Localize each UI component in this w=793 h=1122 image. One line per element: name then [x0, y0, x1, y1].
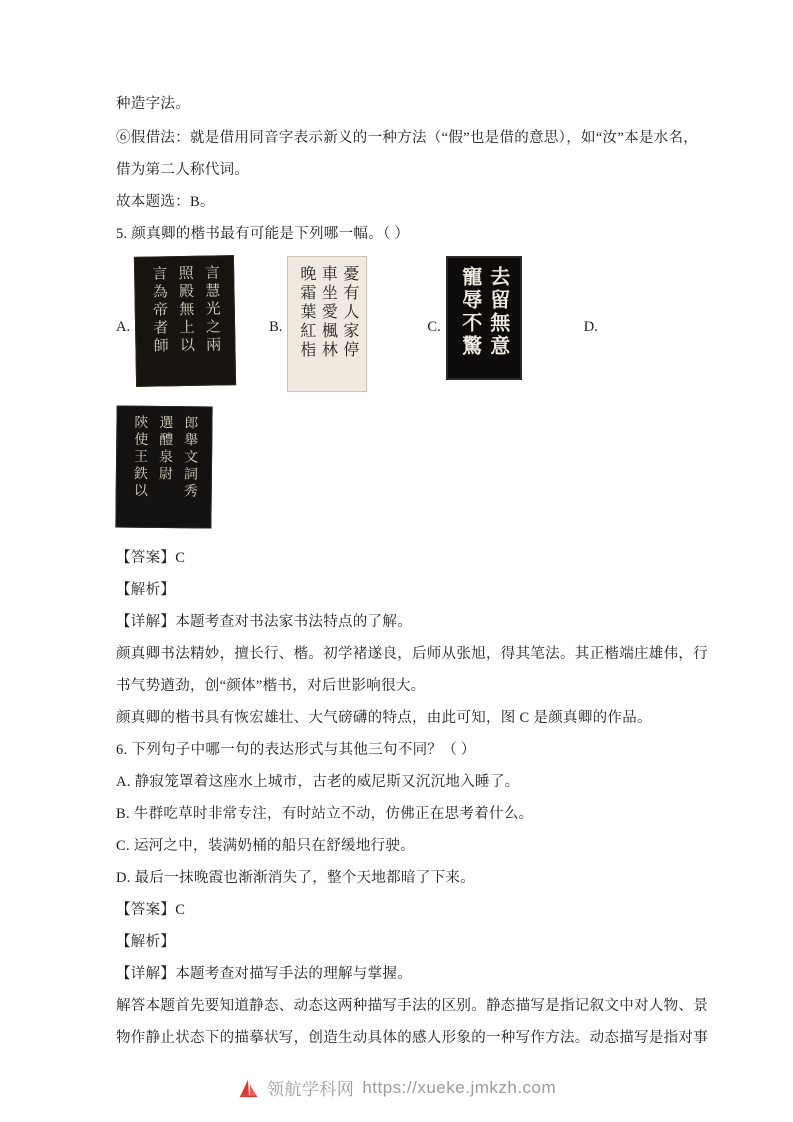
document-content: [116, 88, 708, 1054]
calligraphy-column: 陝使王鉄以: [131, 414, 148, 500]
option-a-label: A.: [116, 318, 131, 335]
question-6-detail-line: 物作静止状态下的描摹状写，创造生动具体的感人形象的一种写作方法。动态描写是指对事: [116, 1030, 708, 1046]
calligraphy-column: 郎舉文詞秀: [181, 415, 198, 501]
question-6-detail-line: 【详解】本题考查对描写手法的理解与掌握。: [116, 966, 412, 982]
question-5-answer: 【答案】C: [116, 550, 186, 566]
calligraphy-image-c: [446, 256, 522, 380]
calligraphy-column: 晚霜葉紅栺: [297, 265, 315, 360]
calligraphy-column: 車坐愛楓林: [319, 265, 337, 360]
watermark-footer: [0, 1075, 793, 1100]
watermark-url: https://xueke.jmkzh.com: [362, 1077, 557, 1097]
option-d-label: D.: [583, 318, 598, 335]
question-6-stem: 6. 下列句子中哪一句的表达形式与其他三句不同？（ ）: [116, 742, 476, 758]
question-5-stem: 5. 颜真卿的楷书最有可能是下列哪一幅。（ ）: [116, 226, 410, 242]
calligraphy-column: 照殿無上以: [176, 264, 195, 356]
calligraphy-column: 言慧光之兩: [202, 264, 221, 355]
paragraph-line: 种造字法。: [116, 96, 190, 112]
paragraph-line: 故本题选：B。: [116, 194, 215, 210]
question-6-option-a: A. 静寂笼罩着这座水上城市，古老的威尼斯又沉沉地入睡了。: [116, 774, 520, 790]
option-b-label: B.: [269, 318, 283, 335]
question-5-detail-line: 颜真卿书法精妙，擅长行、楷。初学褚遂良，后师从张旭，得其笔法。其正楷端庄雄伟，行: [116, 646, 708, 662]
paragraph-line: 借为第二人称代词。: [116, 162, 250, 178]
question-6-option-b: B. 牛群吃草时非常专注，有时站立不动，仿佛正在思考着什么。: [116, 806, 534, 822]
question-6-option-d: D. 最后一抹晚霞也渐渐消失了，整个天地都暗了下来。: [116, 870, 476, 886]
question-6-analysis-header: 【解析】: [116, 934, 176, 950]
question-5-detail-line: 书气势遒劲，创“颜体”楷书，对后世影响很大。: [116, 678, 426, 694]
option-c-label: C.: [427, 318, 441, 335]
calligraphy-image-d: [115, 406, 212, 529]
calligraphy-column: 去留無意: [486, 266, 509, 358]
question-5-analysis-header: 【解析】: [116, 582, 176, 598]
calligraphy-image-a: [134, 255, 236, 387]
calligraphy-image-b: [287, 256, 367, 392]
question-6-answer: 【答案】C: [116, 902, 186, 918]
question-5-option-row: [116, 256, 682, 398]
calligraphy-column: 寵辱不驚: [458, 266, 481, 358]
linghang-logo-icon: [237, 1077, 259, 1099]
calligraphy-column: 言為帝者師: [150, 265, 168, 356]
question-6-detail-line: 解答本题首先要知道静态、动态这两种描写手法的区别。静态描写是指记叙文中对人物、景: [116, 998, 708, 1014]
question-5-detail-line: 颜真卿的楷书具有恢宏雄壮、大气磅礴的特点，由此可知，图 C 是颜真卿的作品。: [116, 710, 652, 726]
question-5-option-d-image-wrap: [116, 406, 682, 528]
question-5-detail-line: 【详解】本题考查对书法家书法特点的了解。: [116, 614, 412, 630]
watermark-site-name: 领航学科网: [266, 1080, 355, 1099]
calligraphy-column: 選醴泉尉: [156, 414, 173, 484]
question-6-option-c: C. 运河之中，装满奶桶的船只在舒缓地行驶。: [116, 838, 416, 854]
paragraph-line: ⑥假借法：就是借用同音字表示新义的一种方法（“假”也是借的意思），如“汝”本是水名，: [116, 130, 699, 146]
calligraphy-column: 憂有人家停: [340, 265, 358, 360]
